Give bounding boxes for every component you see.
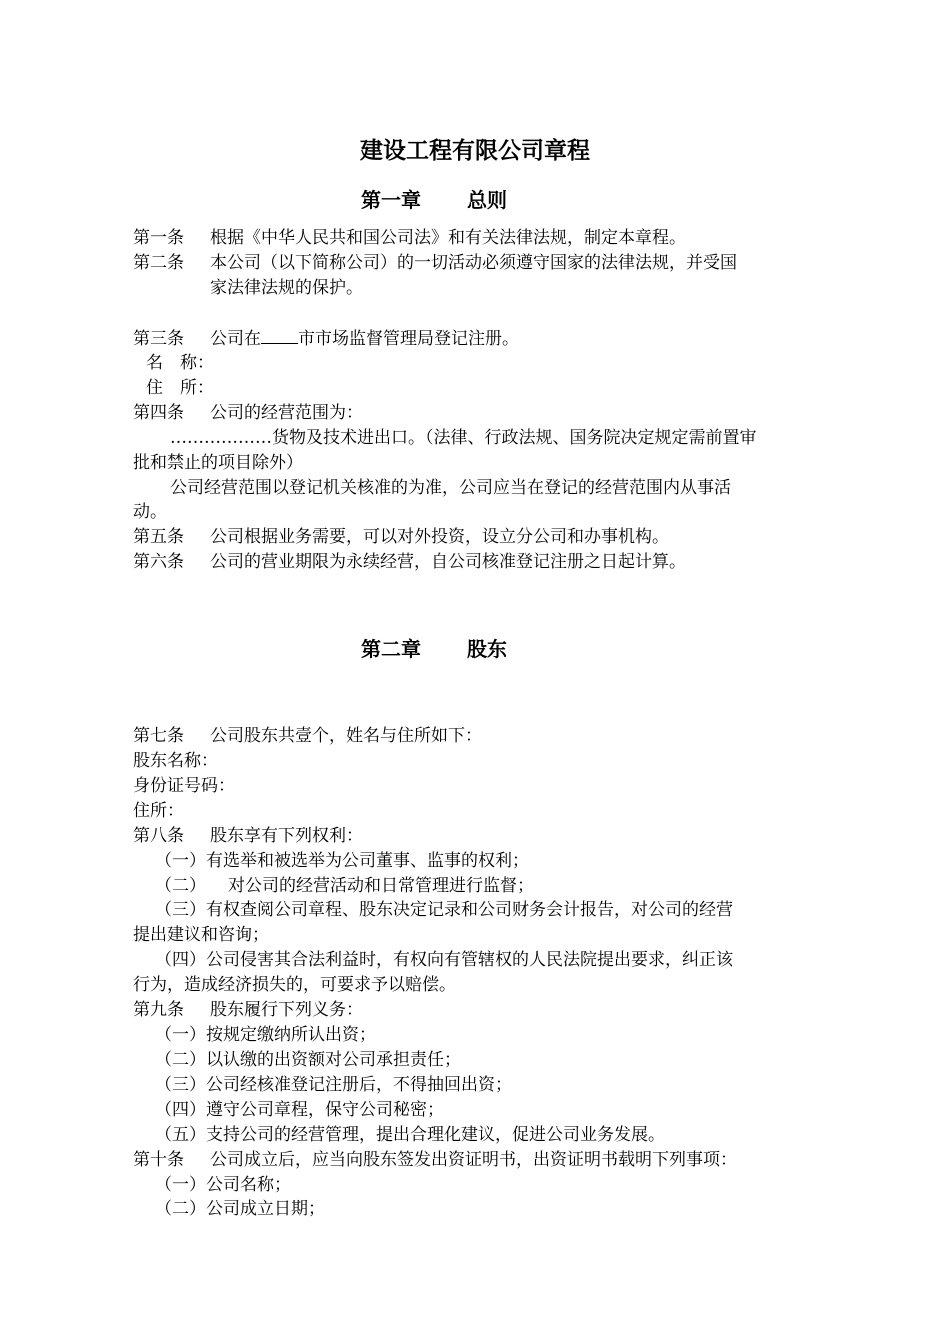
article-5: [133, 525, 669, 550]
article-text: 本公司（以下简称公司）的一切活动必须遵守国家的法律法规，并受国: [210, 253, 737, 273]
article-number: 第十条: [133, 1150, 184, 1170]
article-text-after: 市市场监督管理局登记注册。: [298, 329, 519, 349]
article-number: 第五条: [133, 527, 184, 547]
article-number: 第六条: [133, 552, 184, 572]
chapter-number: 第一章: [361, 188, 421, 212]
document-title: 建设工程有限公司章程: [360, 137, 590, 164]
rights-item-2: [155, 874, 534, 899]
shareholder-name-label: 股东名称：: [133, 751, 218, 771]
article-1: [133, 226, 686, 251]
article-number: 第二条: [133, 253, 184, 273]
business-scope-note-line-1: 公司经营范围以登记机关核准的为准，公司应当在登记的经营范围内从事活: [170, 478, 731, 498]
business-scope-line-2: 批和禁止的项目除外）: [133, 453, 303, 473]
chapter-number: 第二章: [361, 637, 421, 661]
chapter-name: 总则: [467, 188, 507, 212]
company-name-label: 名 称：: [146, 353, 214, 373]
business-scope-line-1: ………………货物及技术进出口。（法律、行政法规、国务院决定规定需前置审: [170, 428, 757, 448]
certificate-item-1: （一）公司名称；: [155, 1175, 291, 1195]
article-8: [133, 824, 363, 849]
article-number: 第九条: [133, 1000, 184, 1020]
duties-item-4: （四）遵守公司章程，保守公司秘密；: [155, 1100, 444, 1120]
chapter-heading-1: [0, 186, 868, 214]
article-text: 公司的经营范围为：: [210, 403, 363, 423]
article-number: 第四条: [133, 403, 184, 423]
article-number: 第八条: [133, 826, 184, 846]
article-9: [133, 998, 363, 1023]
duties-item-1: （一）按规定缴纳所认出资；: [155, 1025, 376, 1045]
article-2: [133, 251, 737, 276]
article-2-continuation: 家法律法规的保护。: [210, 278, 363, 298]
duties-item-5: （五）支持公司的经营管理，提出合理化建议，促进公司业务发展。: [155, 1125, 665, 1145]
rights-item-1: （一）有选举和被选举为公司董事、监事的权利；: [155, 851, 529, 871]
article-7: [133, 724, 482, 749]
article-text: 公司股东共壹个，姓名与住所如下：: [210, 726, 482, 746]
article-3: [133, 326, 519, 352]
article-4: [133, 401, 363, 426]
business-scope-note-line-2: 动。: [133, 502, 167, 522]
item-number: （二）: [155, 876, 206, 896]
article-number: 第一条: [133, 228, 184, 248]
fill-in-blank: [261, 326, 298, 344]
article-10: [133, 1148, 737, 1173]
item-text: 对公司的经营活动和日常管理进行监督；: [228, 876, 534, 896]
certificate-item-2: （二）公司成立日期；: [155, 1199, 325, 1219]
shareholder-address-label: 住所：: [133, 801, 184, 821]
article-number: 第七条: [133, 726, 184, 746]
article-text: 根据《中华人民共和国公司法》和有关法律法规，制定本章程。: [210, 228, 686, 248]
article-text: 股东享有下列权利：: [210, 826, 363, 846]
article-text: 股东履行下列义务：: [210, 1000, 363, 1020]
rights-item-4-line-1: （四）公司侵害其合法利益时，有权向有管辖权的人民法院提出要求，纠正该: [155, 950, 733, 970]
rights-item-3-line-2: 提出建议和咨询；: [133, 925, 269, 945]
article-6: [133, 550, 686, 575]
rights-item-4-line-2: 行为，造成经济损失的，可要求予以赔偿。: [133, 975, 456, 995]
article-text: 公司的营业期限为永续经营，自公司核准登记注册之日起计算。: [210, 552, 686, 572]
id-number-label: 身份证号码：: [133, 776, 235, 796]
rights-item-3-line-1: （三）有权查阅公司章程、股东决定记录和公司财务会计报告，对公司的经营: [155, 900, 733, 920]
duties-item-2: （二）以认缴的出资额对公司承担责任；: [155, 1050, 461, 1070]
company-address-label: 住 所：: [146, 378, 214, 398]
chapter-name: 股东: [467, 637, 507, 661]
article-number: 第三条: [133, 329, 184, 349]
chapter-heading-2: [0, 635, 868, 663]
duties-item-3: （三）公司经核准登记注册后，不得抽回出资；: [155, 1075, 512, 1095]
article-text: 公司成立后，应当向股东签发出资证明书，出资证明书载明下列事项：: [210, 1150, 737, 1170]
article-text-before: 公司在: [210, 329, 261, 349]
article-text: 公司根据业务需要，可以对外投资，设立分公司和办事机构。: [210, 527, 669, 547]
